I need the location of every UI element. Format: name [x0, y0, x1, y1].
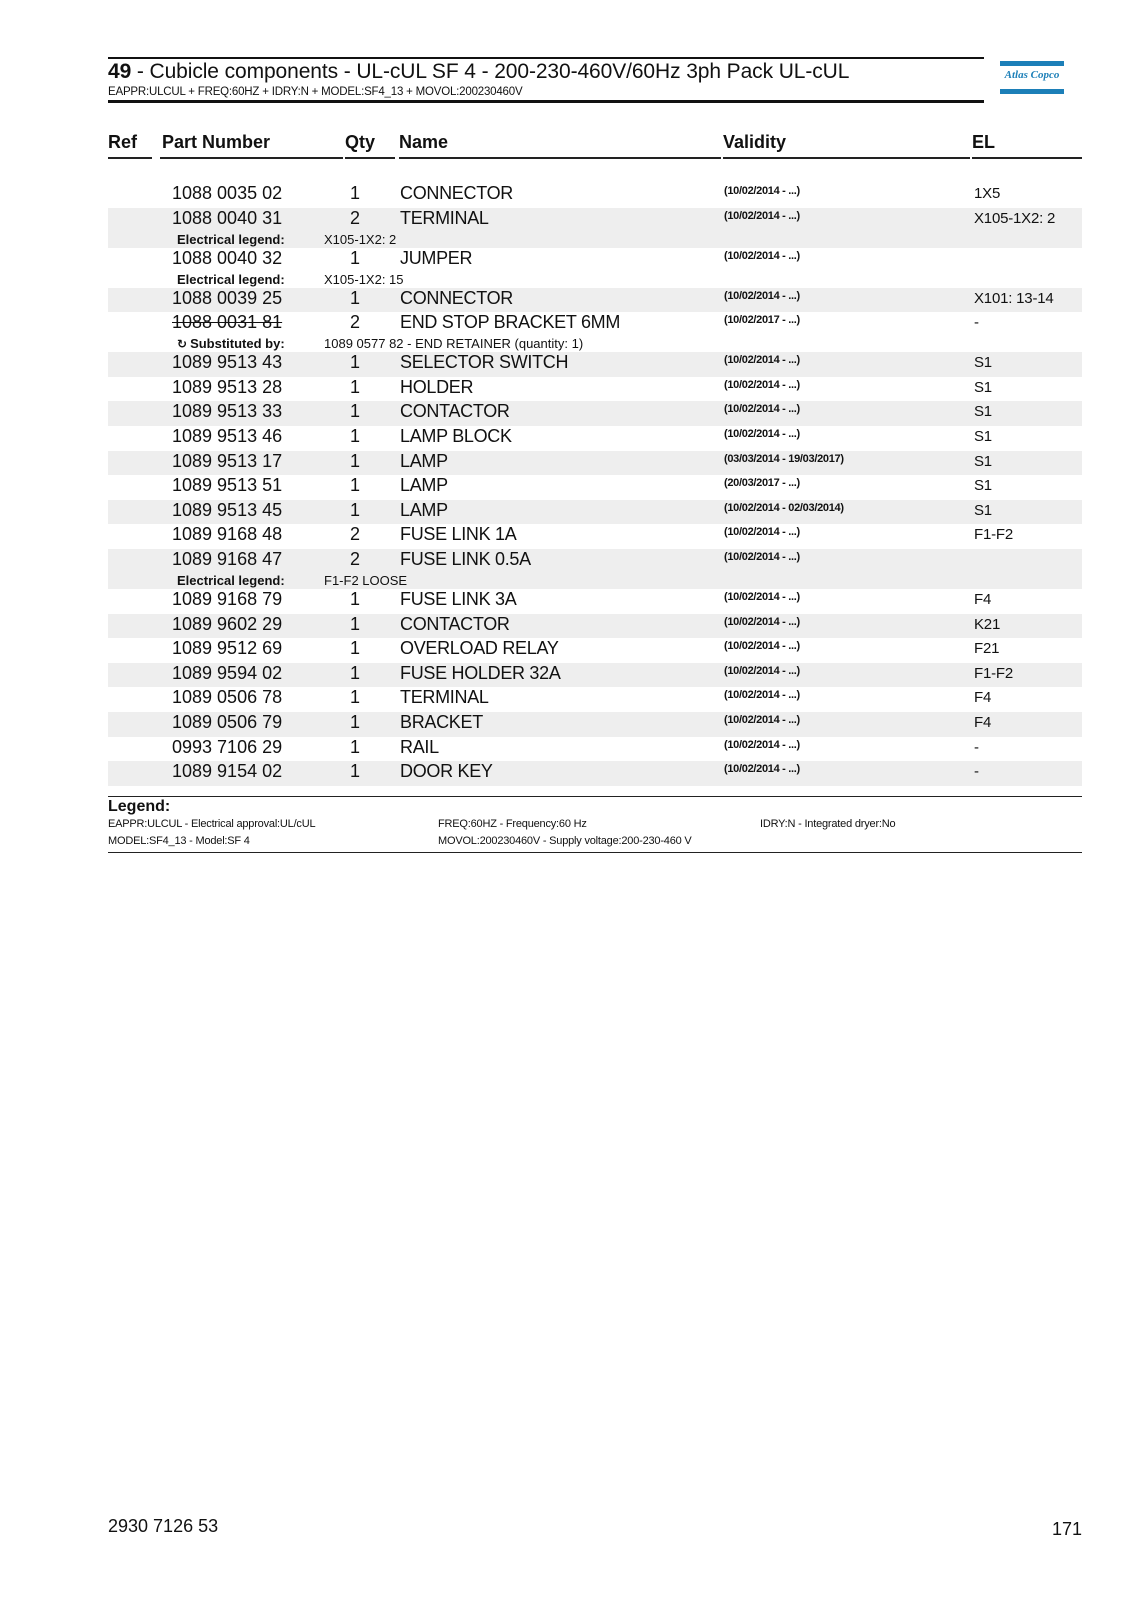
column-rule-part-number [160, 157, 343, 159]
electrical-ref: - [974, 763, 979, 781]
table-row [108, 737, 1082, 762]
validity: (10/02/2014 - ...) [724, 427, 800, 440]
page-number: 171 [1051, 1519, 1082, 1539]
validity: (10/02/2014 - ...) [724, 763, 800, 776]
part-name: HOLDER [400, 376, 474, 397]
validity: (10/02/2014 - ...) [724, 640, 800, 653]
legend-freq: FREQ:60HZ - Frequency:60 Hz [438, 818, 587, 830]
electrical-ref: F4 [974, 590, 992, 608]
sub-label-text: Electrical legend: [177, 271, 285, 287]
legend-eappr: EAPPR:ULCUL - Electrical approval:UL/cUL [108, 818, 316, 830]
part-number: 1089 0506 78 [172, 687, 283, 708]
legend-movol: MOVOL:200230460V - Supply voltage:200-230-460 V [438, 835, 692, 847]
part-name: OVERLOAD RELAY [400, 638, 559, 659]
quantity: 2 [349, 207, 360, 228]
electrical-ref: S1 [974, 354, 992, 372]
part-name: BRACKET [400, 711, 483, 732]
part-number: 1089 9513 43 [172, 352, 283, 373]
validity: (10/02/2014 - ...) [724, 289, 800, 302]
electrical-ref: K21 [974, 615, 1001, 633]
validity: (10/02/2014 - ...) [724, 185, 800, 197]
table-row [108, 352, 1082, 377]
validity: (10/02/2014 - 02/03/2014) [724, 501, 844, 514]
legend-rule-bottom [108, 852, 1082, 853]
part-number: 1089 0506 79 [172, 711, 283, 732]
validity: (10/02/2014 - ...) [724, 403, 800, 416]
part-number: 1088 0040 31 [172, 207, 283, 228]
section-number: 49 [108, 60, 132, 83]
quantity: 1 [349, 662, 360, 683]
substitute-part: 1089 0577 82 - END RETAINER (quantity: 1) [324, 336, 584, 352]
quantity: 1 [349, 183, 360, 203]
sub-label-text: Electrical legend: [177, 231, 285, 247]
electrical-ref: F4 [974, 689, 992, 707]
part-name: FUSE HOLDER 32A [400, 662, 561, 683]
part-number: 1089 9168 47 [172, 548, 283, 569]
column-header-validity: Validity [723, 132, 787, 152]
page-title [108, 60, 849, 84]
page-header [108, 57, 984, 103]
quantity: 1 [349, 425, 360, 446]
validity: (10/02/2014 - ...) [724, 526, 800, 539]
electrical-ref: S1 [974, 501, 992, 519]
table-row [108, 614, 1082, 639]
logo-bar-top [1000, 61, 1064, 66]
part-number: 1088 0039 25 [172, 287, 283, 308]
table-row [108, 589, 1082, 614]
part-number: 1088 0035 02 [172, 183, 283, 203]
quantity: 1 [349, 352, 360, 373]
part-number: 0993 7106 29 [172, 736, 283, 757]
legend-rule-top [108, 796, 1082, 797]
electrical-ref: F1-F2 [974, 664, 1014, 682]
electrical-ref: S1 [974, 403, 992, 421]
column-header-qty: Qty [345, 132, 376, 152]
quantity: 1 [349, 761, 360, 782]
part-name: TERMINAL [400, 687, 489, 708]
table-row [108, 549, 1082, 589]
part-name: END STOP BRACKET 6MM [400, 312, 621, 333]
table-row [108, 451, 1082, 476]
part-number: 1089 9513 45 [172, 499, 283, 520]
part-name: SELECTOR SWITCH [400, 352, 569, 373]
table-row [108, 183, 1082, 208]
part-name: LAMP BLOCK [400, 425, 512, 446]
part-number: 1089 9513 33 [172, 401, 283, 422]
part-number: 1089 9168 79 [172, 588, 283, 609]
quantity: 1 [349, 401, 360, 422]
part-name: FUSE LINK 1A [400, 524, 517, 545]
electrical-legend-value: X105-1X2: 2 [324, 231, 397, 247]
section-title: - Cubicle components - UL-cUL SF 4 - 200-230-460V/60Hz 3ph Pack UL-cUL [131, 60, 850, 83]
electrical-ref: F4 [974, 713, 992, 731]
table-row [108, 248, 1082, 288]
part-number: 1089 9512 69 [172, 638, 283, 659]
quantity: 1 [349, 613, 360, 634]
validity: (10/02/2014 - ...) [724, 249, 800, 262]
quantity: 1 [349, 588, 360, 609]
part-name: FUSE LINK 3A [400, 588, 517, 609]
validity: (10/02/2014 - ...) [724, 378, 800, 391]
validity: (10/02/2014 - ...) [724, 615, 800, 628]
part-number: 1088 0040 32 [172, 247, 283, 268]
table-row [108, 377, 1082, 402]
part-name: RAIL [400, 736, 439, 757]
quantity: 1 [349, 687, 360, 708]
electrical-ref: S1 [974, 427, 992, 445]
quantity: 2 [349, 524, 360, 545]
part-number: 1089 9594 02 [172, 662, 283, 683]
column-header-name: Name [399, 132, 449, 152]
validity: (10/02/2014 - ...) [724, 590, 800, 603]
validity: (10/02/2014 - ...) [724, 738, 800, 751]
sub-label-text: Electrical legend: [177, 572, 285, 588]
part-name: LAMP [400, 499, 448, 520]
part-name: CONTACTOR [400, 401, 510, 422]
validity: (10/02/2014 - ...) [724, 689, 800, 702]
part-number: 1089 9513 46 [172, 425, 283, 446]
quantity: 1 [349, 736, 360, 757]
electrical-legend-label [177, 272, 285, 287]
electrical-ref: F21 [974, 640, 1000, 658]
electrical-ref: S1 [974, 452, 992, 470]
part-name: LAMP [400, 475, 448, 496]
part-number: 1089 9168 48 [172, 524, 283, 545]
sub-label-text: Substituted by: [190, 336, 285, 352]
quantity: 1 [349, 450, 360, 471]
part-name: CONNECTOR [400, 287, 513, 308]
column-header-part-number: Part Number [162, 132, 271, 152]
logo-text: Atlas Copco [1004, 69, 1060, 81]
column-header-ref: Ref [108, 132, 138, 152]
electrical-ref: - [974, 314, 979, 332]
quantity: 1 [349, 287, 360, 308]
page-subtitle: EAPPR:ULCUL + FREQ:60HZ + IDRY:N + MODEL:SF4_13 + MOVOL:200230460V [108, 86, 523, 98]
quantity: 1 [349, 376, 360, 397]
electrical-ref: S1 [974, 378, 992, 396]
table-row [108, 500, 1082, 525]
electrical-ref: X105-1X2: 2 [974, 209, 1056, 227]
validity: (10/02/2014 - ...) [724, 354, 800, 367]
validity: (20/03/2017 - ...) [724, 477, 800, 490]
part-number: 1089 9513 28 [172, 376, 283, 397]
legend-title: Legend: [108, 798, 171, 815]
column-rule-name [399, 157, 721, 159]
document-number: 2930 7126 53 [108, 1516, 219, 1536]
column-rule-validity [723, 157, 970, 159]
column-rule-ref [108, 157, 152, 159]
electrical-ref: S1 [974, 477, 992, 495]
table-row [108, 524, 1082, 549]
column-rule-el [972, 157, 1082, 159]
part-number: 1088 0031 81 [172, 312, 283, 333]
column-header-el: EL [972, 132, 996, 152]
part-number: 1089 9154 02 [172, 761, 283, 782]
part-name: JUMPER [400, 247, 473, 268]
electrical-ref: F1-F2 [974, 526, 1014, 544]
electrical-ref: - [974, 738, 979, 756]
part-name: TERMINAL [400, 207, 489, 228]
table-row [108, 312, 1082, 352]
table-row [108, 663, 1082, 688]
table-row [108, 208, 1082, 248]
validity: (10/02/2014 - ...) [724, 664, 800, 677]
quantity: 1 [349, 711, 360, 732]
table-row [108, 761, 1082, 786]
part-number: 1089 9602 29 [172, 613, 283, 634]
electrical-legend-value: X105-1X2: 15 [324, 271, 404, 287]
electrical-legend-label [177, 573, 285, 588]
electrical-ref: X101: 13-14 [974, 289, 1054, 307]
legend-idry: IDRY:N - Integrated dryer:No [760, 818, 896, 830]
part-number: 1089 9513 17 [172, 450, 283, 471]
validity: (10/02/2017 - ...) [724, 314, 800, 327]
validity: (03/03/2014 - 19/03/2017) [724, 452, 844, 465]
table-row [108, 426, 1082, 451]
legend-model: MODEL:SF4_13 - Model:SF 4 [108, 835, 250, 847]
atlas-copco-logo [1000, 61, 1064, 95]
part-name: CONTACTOR [400, 613, 510, 634]
quantity: 1 [349, 475, 360, 496]
parts-table [108, 183, 1082, 786]
table-row [108, 288, 1082, 313]
quantity: 2 [349, 312, 360, 333]
quantity: 1 [349, 247, 360, 268]
column-rule-qty [345, 157, 395, 159]
validity: (10/02/2014 - ...) [724, 713, 800, 726]
quantity: 1 [349, 638, 360, 659]
validity: (10/02/2014 - ...) [724, 550, 800, 563]
part-name: DOOR KEY [400, 761, 493, 782]
part-name: FUSE LINK 0.5A [400, 548, 531, 569]
substituted-by-label [177, 336, 285, 351]
part-number: 1089 9513 51 [172, 475, 283, 496]
part-name: CONNECTOR [400, 183, 513, 203]
table-row [108, 712, 1082, 737]
quantity: 2 [349, 548, 360, 569]
electrical-ref: 1X5 [974, 185, 1001, 202]
electrical-legend-label [177, 232, 285, 247]
table-row [108, 475, 1082, 500]
table-row [108, 638, 1082, 663]
validity: (10/02/2014 - ...) [724, 209, 800, 222]
table-row [108, 687, 1082, 712]
refresh-icon: ↻ [177, 337, 188, 352]
electrical-legend-value: F1-F2 LOOSE [324, 572, 408, 588]
logo-bar-bottom [1000, 89, 1064, 94]
table-row [108, 401, 1082, 426]
part-name: LAMP [400, 450, 448, 471]
quantity: 1 [349, 499, 360, 520]
